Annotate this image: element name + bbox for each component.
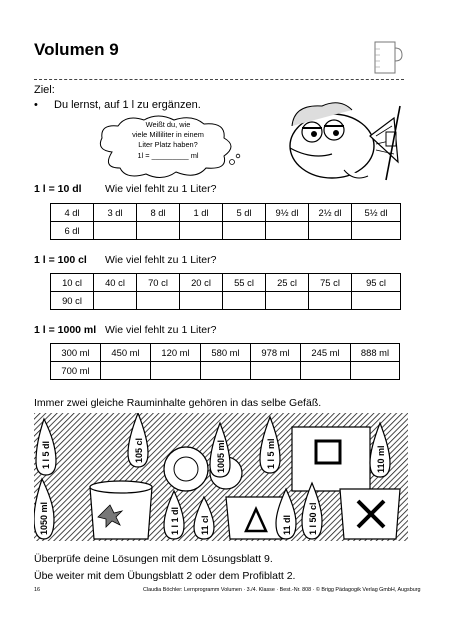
table-dl [50,203,401,240]
goal-item [34,99,201,111]
section-cl-heading [34,254,216,266]
table-cell: 90 cl [51,292,94,310]
table-cell: 450 ml [101,344,151,362]
table-cell: 25 cl [266,274,309,292]
table-row [51,292,401,310]
table-row [51,344,400,362]
table-cell: 40 cl [94,274,137,292]
title-divider [34,79,404,80]
answer-cell[interactable] [301,362,351,380]
table-row [51,204,401,222]
answer-cell[interactable] [223,222,266,240]
table-cell: 888 ml [351,344,400,362]
table-cell: 5 dl [223,204,266,222]
drop-label: 1 l 50 cl [308,502,318,535]
section-unit: 1 l = 10 dl [34,183,82,195]
goal-label: Ziel: [34,84,55,96]
cloud-line: 1l = _________ ml [137,150,199,160]
table-cell: 70 cl [137,274,180,292]
drop-label: 1005 ml [216,439,226,473]
measuring-beaker-icon [371,40,403,76]
answer-cell[interactable] [201,362,251,380]
answer-cell[interactable] [352,222,401,240]
bullet: • [34,99,38,111]
cloud-line: viele Milliliter in einem [132,130,204,140]
section-unit: 1 l = 1000 ml [34,324,97,336]
answer-cell[interactable] [137,222,180,240]
answer-cell[interactable] [180,222,223,240]
section-ml-heading [34,324,216,336]
check-line: Überprüfe deine Lösungen mit dem Lösungsblatt 9. [34,553,273,565]
table-cell: 5½ dl [352,204,401,222]
table-cell: 10 cl [51,274,94,292]
cloud-line: Weißt du, wie [145,120,191,129]
section-unit: 1 l = 100 cl [34,254,87,266]
section-question: Wie viel fehlt zu 1 Liter? [105,254,217,266]
answer-cell[interactable] [266,292,309,310]
answer-cell[interactable] [351,362,400,380]
table-row [51,274,401,292]
table-cell: 95 cl [352,274,401,292]
table-cell: 300 ml [51,344,101,362]
credit-line: Claudia Böchler: Lernprogramm Volumen · 3./4. Klasse · Best.-Nr. 808 · © Brigg Pädagogik Verlag GmbH, Augsburg [143,587,421,593]
answer-cell[interactable] [309,222,352,240]
table-cell: 4 dl [51,204,94,222]
answer-cell[interactable] [309,292,352,310]
table-cell: 8 dl [137,204,180,222]
table-cell: 9½ dl [266,204,309,222]
answer-cell[interactable] [151,362,201,380]
answer-cell[interactable] [251,362,301,380]
table-cell: 700 ml [51,362,101,380]
drop-label: 105 cl [134,437,144,463]
cloud-text [100,120,236,161]
section-question: Wie viel fehlt zu 1 Liter? [105,324,217,336]
containers-illustration [34,413,408,541]
answer-cell[interactable] [94,222,137,240]
practice-line: Übe weiter mit dem Übungsblatt 2 oder dem Profiblatt 2. [34,570,296,582]
drop-label: 1 l 1 dl [170,506,180,535]
answer-cell[interactable] [101,362,151,380]
section-question: Wie viel fehlt zu 1 Liter? [105,183,217,195]
cloud-line: Liter Platz haben? [138,140,198,150]
answer-cell[interactable] [137,292,180,310]
table-cell: 3 dl [94,204,137,222]
drop-label: 11 dl [282,514,292,535]
fish-illustration [282,96,408,188]
table-row [51,362,400,380]
drop-label: 11 cl [200,515,210,535]
instruction: Immer zwei gleiche Rauminhalte gehören in das selbe Gefäß. [34,397,322,409]
page-title: Volumen 9 [34,40,119,59]
answer-cell[interactable] [266,222,309,240]
drop-label: 1 l 5 ml [266,438,276,469]
drop-label: 1 l 5 dl [41,440,51,469]
answer-cell[interactable] [223,292,266,310]
goal-text: Du lernst, auf 1 l zu ergänzen. [54,99,201,111]
table-row [51,222,401,240]
table-cell: 1 dl [180,204,223,222]
page-number: 16 [34,587,41,593]
table-ml [50,343,400,380]
table-cell: 20 cl [180,274,223,292]
table-cell: 75 cl [309,274,352,292]
table-cell: 55 cl [223,274,266,292]
answer-cell[interactable] [352,292,401,310]
table-cell: 580 ml [201,344,251,362]
table-cell: 6 dl [51,222,94,240]
section-dl-heading [34,183,216,195]
drop-label: 1050 ml [39,501,49,535]
table-cell: 2½ dl [309,204,352,222]
drop-label: 110 ml [376,445,386,473]
table-cell: 978 ml [251,344,301,362]
table-cl [50,273,401,310]
table-cell: 120 ml [151,344,201,362]
table-cell: 245 ml [301,344,351,362]
answer-cell[interactable] [180,292,223,310]
answer-cell[interactable] [94,292,137,310]
